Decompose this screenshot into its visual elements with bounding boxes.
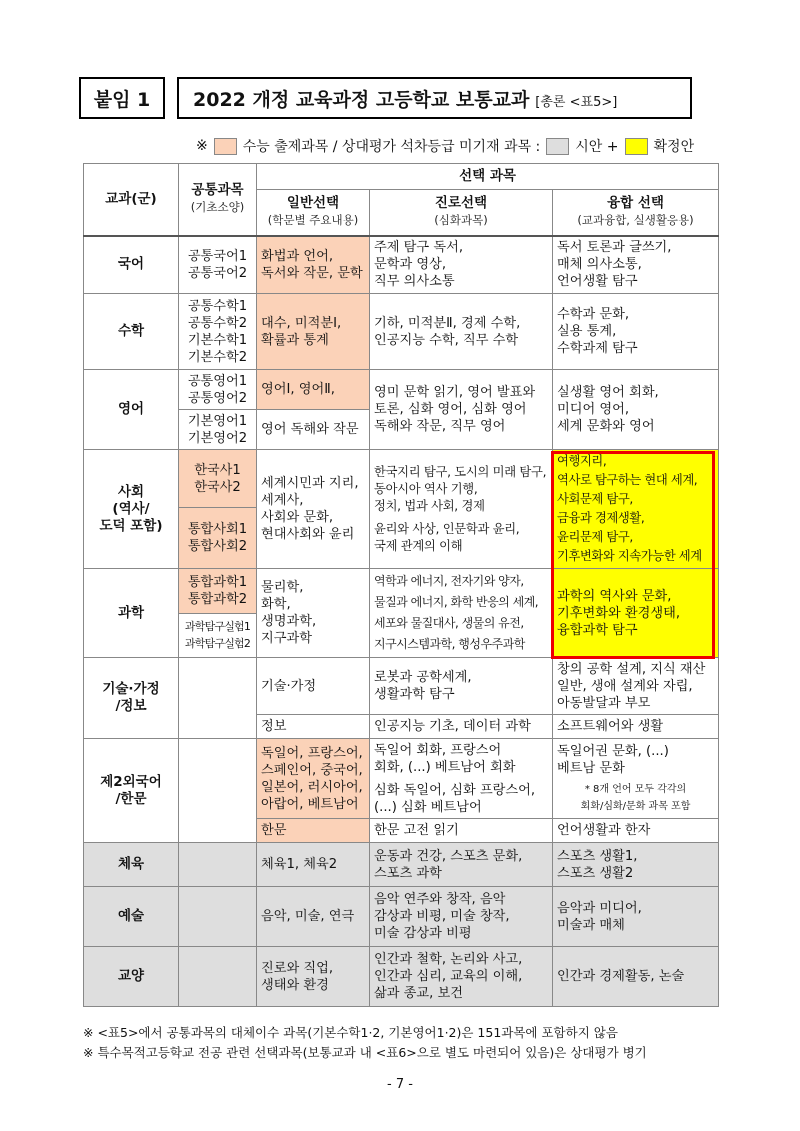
line-item: 금융과 경제생활, bbox=[557, 511, 645, 525]
general-english-a: 영어Ⅰ, 영어Ⅱ, bbox=[257, 370, 370, 410]
line-item: 음악 연주와 창작, 음악 bbox=[374, 892, 506, 907]
general-math bbox=[257, 294, 370, 370]
line-item: 주제 탐구 독서, bbox=[374, 240, 464, 256]
line-item: 과학탐구실험1 bbox=[184, 620, 251, 634]
group-pe: 체육 bbox=[84, 843, 179, 887]
general-tech-a: 기술·가정 bbox=[257, 658, 370, 715]
general-pe: 체육1, 체육2 bbox=[257, 843, 370, 887]
line-item: 독해와 작문, 직무 영어 bbox=[374, 419, 506, 434]
line-item: 독서와 작문, 문학 bbox=[261, 265, 363, 281]
line-item: 독서 토론과 글쓰기, bbox=[557, 240, 672, 256]
group-tech bbox=[84, 658, 179, 739]
line-item: 세포와 물질대사, 생물의 유전, bbox=[374, 616, 524, 630]
common-math bbox=[179, 294, 257, 370]
line-item: 한국지리 탐구, 도시의 미래 탐구, bbox=[374, 464, 547, 479]
page-number: - 7 - bbox=[387, 1077, 413, 1092]
line-item: 진로와 직업, bbox=[261, 960, 334, 976]
line-item: (역사/ bbox=[112, 500, 150, 517]
line-item: 물리학, bbox=[261, 580, 304, 595]
line-item: 공통영어1 bbox=[187, 373, 248, 389]
fusion-korean bbox=[553, 236, 719, 294]
common-pe bbox=[179, 843, 257, 887]
line-item: 기후변화와 지속가능한 세계 bbox=[557, 549, 702, 563]
common-arts bbox=[179, 887, 257, 947]
line-item: 아동발달과 부모 bbox=[557, 695, 651, 711]
line-item: 공통국어1 bbox=[187, 248, 248, 264]
line-item: 언어생활 탐구 bbox=[557, 274, 638, 290]
line-item: 기술·가정 bbox=[102, 681, 160, 697]
foreign-note bbox=[557, 781, 714, 815]
line-item: 스포츠 생활2 bbox=[557, 865, 634, 881]
line-item: 기본영어2 bbox=[187, 430, 248, 446]
page-subtitle: [총론 <표5>] bbox=[535, 94, 618, 110]
line-item: 기본수학1 bbox=[187, 332, 248, 348]
line-item: 대수, 미적분Ⅰ, bbox=[261, 315, 342, 331]
line-item: 로봇과 공학세계, bbox=[374, 670, 472, 685]
line-item: 창의 공학 설계, 지식 재산 bbox=[557, 661, 706, 677]
line-item: 공통수학1 bbox=[187, 298, 248, 314]
header-group: 교과(군) bbox=[84, 164, 179, 236]
line-item: 베트남 문화 bbox=[557, 760, 625, 776]
career-tech-b: 인공지능 기초, 데이터 과학 bbox=[370, 715, 553, 739]
line-item: 생태와 환경 bbox=[261, 977, 329, 993]
line-item: 한국사2 bbox=[194, 479, 241, 495]
line-item: 한국사1 bbox=[194, 462, 241, 478]
line-item: 윤리문제 탐구, bbox=[557, 530, 633, 544]
fusion-foreign-b: 언어생활과 한자 bbox=[553, 819, 719, 843]
line-item: 생명과학, bbox=[261, 614, 317, 629]
line-item: 통합사회2 bbox=[187, 539, 248, 555]
career-science bbox=[370, 569, 553, 658]
row-science-a bbox=[84, 569, 719, 614]
line-item: 수학과 문화, bbox=[557, 307, 630, 322]
line-item: 물질과 에너지, 화학 반응의 세계, bbox=[374, 595, 539, 609]
legend-yellow-swatch bbox=[625, 138, 648, 155]
line-item: 정치, 법과 사회, 경제 bbox=[374, 498, 485, 513]
line-item: 과학의 역사와 문화, bbox=[557, 588, 672, 604]
fusion-english bbox=[553, 370, 719, 450]
line-item: 역학과 에너지, 전자기와 양자, bbox=[374, 574, 524, 588]
line-item: 감상과 비평, 미술 창작, bbox=[374, 909, 510, 924]
line-item: 문학과 영상, bbox=[374, 257, 447, 273]
common-science-b bbox=[179, 613, 257, 658]
line-item: 통합과학1 bbox=[187, 574, 248, 590]
curriculum-table bbox=[83, 163, 719, 1007]
common-social-a bbox=[179, 450, 257, 508]
career-foreign-a bbox=[370, 739, 553, 819]
fusion-tech-b: 소프트웨어와 생활 bbox=[553, 715, 719, 739]
fusion-tech-a bbox=[553, 658, 719, 715]
line-item: 일반, 생애 설계와 자립, bbox=[557, 678, 693, 694]
line-item: 통합사회1 bbox=[187, 522, 248, 538]
line-item: 기후변화와 환경생태, bbox=[557, 605, 681, 621]
general-english-b: 영어 독해와 작문 bbox=[257, 410, 370, 450]
line-item: 공통영어2 bbox=[187, 390, 248, 406]
line-item: 스포츠 생활1, bbox=[557, 848, 638, 864]
line-item: 통합과학2 bbox=[187, 591, 248, 607]
line-item: 직무 의사소통 bbox=[374, 274, 455, 290]
row-arts bbox=[84, 887, 719, 947]
line-item: 국제 관계의 이해 bbox=[374, 538, 463, 553]
line-item: 음악과 미디어, bbox=[557, 900, 642, 916]
line-item: 기본수학2 bbox=[187, 349, 248, 365]
line-item: 화학, bbox=[261, 597, 291, 612]
row-korean bbox=[84, 236, 719, 294]
line-item: 운동과 건강, 스포츠 문화, bbox=[374, 848, 523, 864]
line-item: 독일어, 프랑스어, bbox=[261, 745, 363, 761]
line-item: 융합과학 탐구 bbox=[557, 622, 638, 638]
header-select: 선택 과목 bbox=[257, 164, 719, 190]
header-general: 일반선택 (학문별 주요내용) bbox=[257, 190, 370, 236]
career-arts bbox=[370, 887, 553, 947]
line-item: 동아시아 역사 기행, bbox=[374, 481, 478, 496]
row-social-a bbox=[84, 450, 719, 508]
legend-text-2: 시안 + bbox=[575, 139, 619, 155]
general-liberal bbox=[257, 947, 370, 1007]
line-item: 회화, (...) 베트남어 회화 bbox=[374, 759, 516, 775]
legend-text-3: 확정안 bbox=[653, 139, 695, 155]
line-item: 지구시스템과학, 행성우주과학 bbox=[374, 637, 525, 651]
common-korean bbox=[179, 236, 257, 294]
fusion-pe bbox=[553, 843, 719, 887]
fusion-social bbox=[553, 450, 719, 569]
row-tech-a bbox=[84, 658, 719, 715]
line-item: 매체 의사소통, bbox=[557, 257, 642, 273]
header-common: 공통과목 (기초소양) bbox=[179, 164, 257, 236]
legend-peach-swatch bbox=[214, 138, 237, 155]
line-item: 사회 bbox=[117, 483, 145, 500]
line-item: 화법과 언어, bbox=[261, 248, 334, 264]
common-english-a bbox=[179, 370, 257, 410]
general-social bbox=[257, 450, 370, 569]
line-item: 일본어, 러시아어, bbox=[261, 779, 363, 795]
common-liberal bbox=[179, 947, 257, 1007]
attachment-label: 붙임 1 bbox=[79, 77, 165, 119]
common-science-a bbox=[179, 569, 257, 614]
group-foreign bbox=[84, 739, 179, 843]
line-item: 스포츠 과학 bbox=[374, 865, 442, 881]
line-item: 과학탐구실험2 bbox=[184, 637, 251, 651]
line-item: 사회와 문화, bbox=[261, 510, 334, 525]
line-item: 생활과학 탐구 bbox=[374, 687, 455, 702]
career-social bbox=[370, 450, 553, 569]
title-box bbox=[177, 77, 692, 119]
line-item: 현대사회와 윤리 bbox=[261, 527, 355, 542]
line-item: 기하, 미적분Ⅱ, 경제 수학, bbox=[374, 315, 521, 331]
fusion-science bbox=[553, 569, 719, 658]
line-item: 인간과 심리, 교육의 이해, bbox=[374, 969, 523, 984]
line-item: 미디어 영어, bbox=[557, 402, 630, 417]
line-item: 미술 감상과 비평 bbox=[374, 926, 472, 941]
line-item: 아랍어, 베트남어 bbox=[261, 796, 359, 812]
footnote-1: ※ <표5>에서 공통과목의 대체이수 과목(기본수학1·2, 기본영어1·2)은 151과목에 포함하지 않음 bbox=[83, 1025, 618, 1040]
career-tech-a bbox=[370, 658, 553, 715]
line-item: 세계시민과 지리, bbox=[261, 476, 359, 491]
line-item: 지구과학 bbox=[261, 631, 312, 646]
row-liberal bbox=[84, 947, 719, 1007]
group-science: 과학 bbox=[84, 569, 179, 658]
line-item: /정보 bbox=[115, 698, 147, 714]
fusion-foreign-a bbox=[553, 739, 719, 819]
row-english-a bbox=[84, 370, 719, 410]
general-arts: 음악, 미술, 연극 bbox=[257, 887, 370, 947]
career-liberal bbox=[370, 947, 553, 1007]
common-social-b bbox=[179, 508, 257, 569]
fusion-arts bbox=[553, 887, 719, 947]
career-foreign-b: 한문 고전 읽기 bbox=[370, 819, 553, 843]
line-item: 공통수학2 bbox=[187, 315, 248, 331]
line-item: 영미 문학 읽기, 영어 발표와 bbox=[374, 385, 536, 400]
row-pe bbox=[84, 843, 719, 887]
line-item: 독일어 회화, 프랑스어 bbox=[374, 742, 502, 758]
line-item: 실생활 영어 회화, bbox=[557, 385, 659, 400]
general-foreign-b: 한문 bbox=[257, 819, 370, 843]
line-item: 제2외국어 bbox=[100, 773, 162, 790]
line-item: 인공지능 수학, 직무 수학 bbox=[374, 332, 519, 348]
line-item: 역사로 탐구하는 현대 세계, bbox=[557, 473, 698, 487]
group-liberal: 교양 bbox=[84, 947, 179, 1007]
legend-gray-swatch bbox=[546, 138, 569, 155]
line-item: 삶과 종교, 보건 bbox=[374, 986, 464, 1001]
header-career: 진로선택 (심화과목) bbox=[370, 190, 553, 236]
line-item: 세계사, bbox=[261, 493, 304, 508]
fusion-liberal: 인간과 경제활동, 논술 bbox=[553, 947, 719, 1007]
row-math bbox=[84, 294, 719, 370]
group-arts: 예술 bbox=[84, 887, 179, 947]
line-item: 공통국어2 bbox=[187, 265, 248, 281]
legend bbox=[196, 136, 694, 156]
common-foreign bbox=[179, 739, 257, 843]
career-korean bbox=[370, 236, 553, 294]
line-item: 회화/심화/문화 과목 포함 bbox=[580, 800, 691, 812]
group-math: 수학 bbox=[84, 294, 179, 370]
line-item: /한문 bbox=[115, 790, 147, 807]
line-item: 기본영어1 bbox=[187, 413, 248, 429]
header-fusion: 융합 선택 (교과융합, 실생활응용) bbox=[553, 190, 719, 236]
line-item: 수학과제 탐구 bbox=[557, 341, 638, 356]
footnote-2: ※ 특수목적고등학교 전공 관련 선택과목(보통교과 내 <표6>으로 별도 마련되어 있음)은 상대평가 병기 bbox=[83, 1045, 647, 1060]
line-item: 도덕 포함) bbox=[99, 517, 163, 534]
line-item: 윤리와 사상, 인문학과 윤리, bbox=[374, 521, 520, 536]
legend-mark: ※ bbox=[196, 138, 208, 154]
line-item: * 8개 언어 모두 각각의 bbox=[584, 783, 687, 795]
group-social bbox=[84, 450, 179, 569]
line-item: 확률과 통계 bbox=[261, 332, 329, 348]
group-korean: 국어 bbox=[84, 236, 179, 294]
general-science bbox=[257, 569, 370, 658]
row-foreign-a bbox=[84, 739, 719, 819]
career-math bbox=[370, 294, 553, 370]
fusion-math bbox=[553, 294, 719, 370]
general-foreign-a bbox=[257, 739, 370, 819]
career-pe bbox=[370, 843, 553, 887]
line-item: 인간과 철학, 논리와 사고, bbox=[374, 952, 523, 967]
line-item: 독일어권 문화, (...) bbox=[557, 743, 669, 759]
general-tech-b: 정보 bbox=[257, 715, 370, 739]
general-korean bbox=[257, 236, 370, 294]
line-item: 토론, 심화 영어, 심화 영어 bbox=[374, 402, 527, 417]
page-title: 2022 개정 교육과정 고등학교 보통교과 bbox=[193, 88, 530, 111]
line-item: 심화 독일어, 심화 프랑스어, bbox=[374, 782, 536, 798]
career-english bbox=[370, 370, 553, 450]
line-item: 세계 문화와 영어 bbox=[557, 419, 655, 434]
line-item: 사회문제 탐구, bbox=[557, 492, 633, 506]
line-item: 스페인어, 중국어, bbox=[261, 762, 363, 778]
line-item: 미술과 매체 bbox=[557, 917, 625, 933]
common-english-b bbox=[179, 410, 257, 450]
line-item: (...) 심화 베트남어 bbox=[374, 799, 482, 815]
line-item: 여행지리, bbox=[557, 454, 607, 468]
legend-text-1: 수능 출제과목 / 상대평가 석차등급 미기재 과목 : bbox=[242, 139, 541, 155]
group-english: 영어 bbox=[84, 370, 179, 450]
common-tech bbox=[179, 658, 257, 739]
line-item: 실용 통계, bbox=[557, 324, 617, 339]
